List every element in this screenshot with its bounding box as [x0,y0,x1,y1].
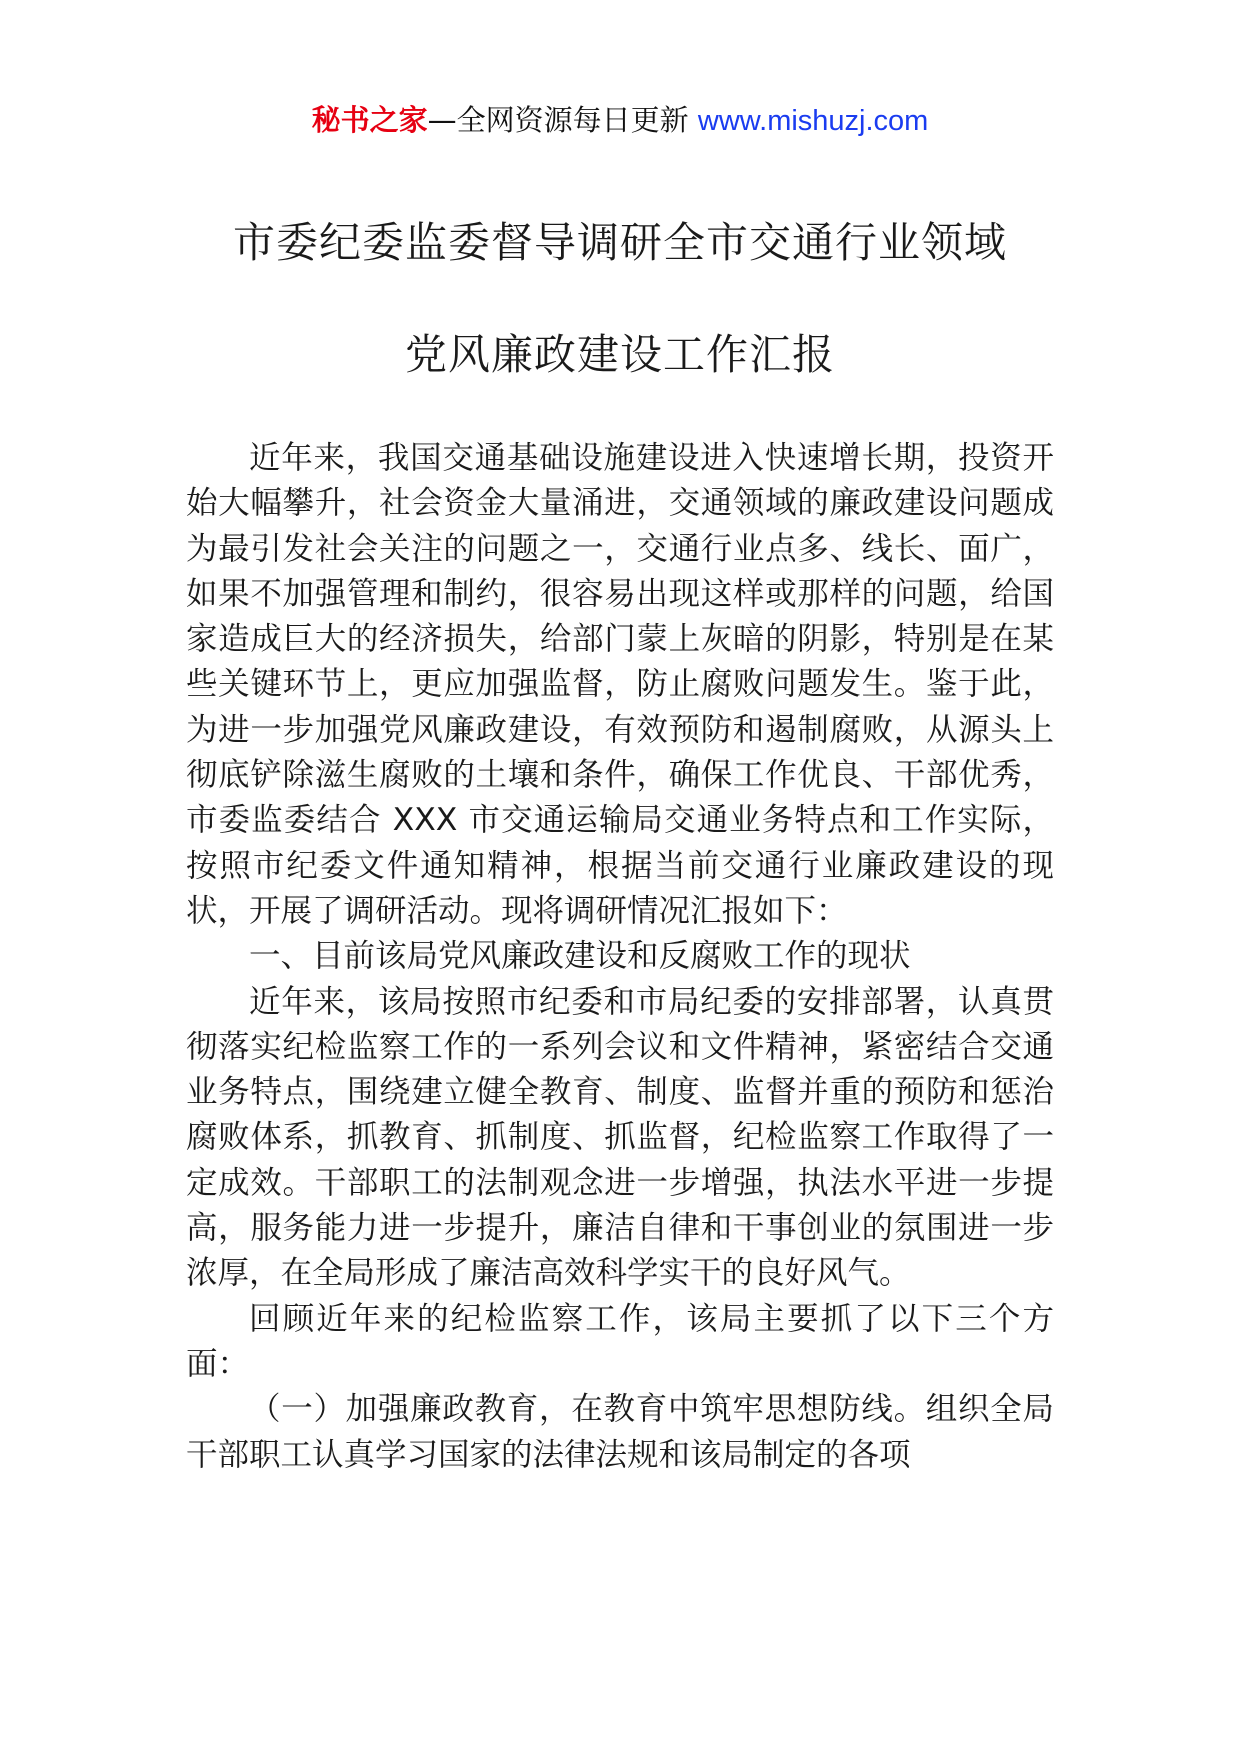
document-body [186,436,1054,1478]
paragraph-review: 回顾近年来的纪检监察工作，该局主要抓了以下三个方面： [186,1300,1054,1382]
paragraph-intro: 近年来，我国交通基础设施建设进入快速增长期，投资开始大幅攀升，社会资金大量涌进，交通领域的廉政建设问题成为最引发社会关注的问题之一，交通行业点多、线长、面广，如果不加强管理和制约，很容易出现这样或那样的问题，给国家造成巨大的经济损失，给部门蒙上灰暗的阴影，特别是在某些关键环节上，更应加强监督，防止腐败问题发生。鉴于此，为进一步加强党风廉政建设，有效预防和遏制腐败，从源头上彻底铲除滋生腐败的土壤和条件，确保工作优良、干部优秀，市委监委结合 XXX 市交通运输局交通业务特点和工作实际，按照市纪委文件通知精神，根据当前交通行业廉政建设的现状，开展了调研活动。现将调研情况汇报如下： [186,440,1054,929]
site-tagline: —全网资源每日更新 [427,103,689,137]
section-heading-1: 一、目前该局党风廉政建设和反腐败工作的现状 [249,938,911,975]
paragraph-subsection-1: （一）加强廉政教育，在教育中筑牢思想防线。组织全局干部职工认真学习国家的法律法规和该局制定的各项 [186,1391,1054,1473]
paragraph-status: 近年来，该局按照市纪委和市局纪委的安排部署，认真贯彻落实纪检监察工作的一系列会议和文件精神，紧密结合交通业务特点，围绕建立健全教育、制度、监督并重的预防和惩治腐败体系，抓教育、抓制度、抓监督，纪检监察工作取得了一定成效。干部职工的法制观念进一步增强，执法水平进一步提高，服务能力进一步提升，廉洁自律和干事创业的氛围进一步浓厚，在全局形成了廉洁高效科学实干的良好风气。 [186,983,1054,1292]
site-brand: 秘书之家 [311,103,428,137]
document-title-line-1: 市委纪委监委督导调研全市交通行业领域 [232,218,1007,267]
document-title-line-2: 党风廉政建设工作汇报 [404,330,835,379]
site-url-link[interactable]: www.mishuzj.com [697,105,929,137]
site-header [0,100,1240,141]
